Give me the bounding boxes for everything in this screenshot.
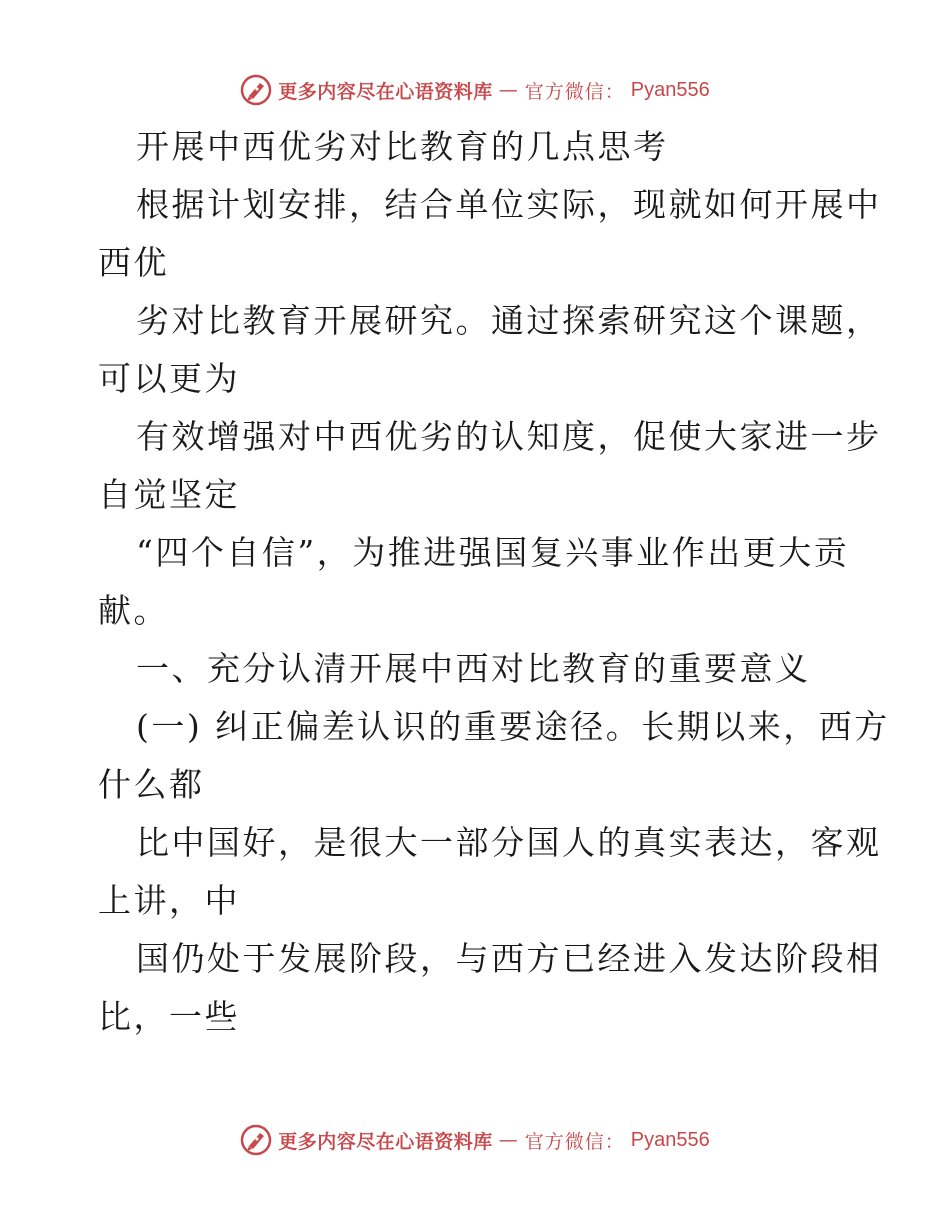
document-title: 开展中西优劣对比教育的几点思考 <box>136 127 669 166</box>
text-line: 可以更为 <box>98 359 240 398</box>
watermark-dash: — <box>498 79 519 101</box>
text-line: 上讲，中 <box>98 881 240 920</box>
watermark-wechat-id: Pyan556 <box>630 78 710 101</box>
watermark-main-text: 更多内容尽在心语资料库 <box>278 1130 493 1153</box>
subsection-heading: (一) 纠正偏差认识的重要途径。长期以来，西方 <box>136 707 890 746</box>
text-line: 西优 <box>98 243 169 282</box>
text-line: 自觉坚定 <box>98 475 240 514</box>
text-line: 比中国好，是很大一部分国人的真实表达，客观 <box>136 823 882 862</box>
text-line: 献。 <box>98 591 169 630</box>
pen-logo-icon <box>240 74 272 106</box>
watermark-official-label: 官方微信： <box>524 1130 625 1153</box>
watermark-dash: — <box>498 1129 519 1151</box>
text-line: 国仍处于发展阶段，与西方已经进入发达阶段相 <box>136 939 882 978</box>
text-line: 劣对比教育开展研究。通过探索研究这个课题， <box>136 301 882 340</box>
section-heading: 一、充分认清开展中西对比教育的重要意义 <box>136 649 811 688</box>
text-line: 根据计划安排，结合单位实际，现就如何开展中 <box>136 185 882 224</box>
watermark-main-text: 更多内容尽在心语资料库 <box>278 80 493 103</box>
pen-logo-icon <box>240 1124 272 1156</box>
text-line: “四个自信”，为推进强国复兴事业作出更大贡 <box>136 533 850 572</box>
watermark-wechat-id: Pyan556 <box>630 1128 710 1151</box>
watermark-official-label: 官方微信： <box>524 80 625 103</box>
footer-watermark <box>0 1122 950 1158</box>
text-line: 什么都 <box>98 765 205 804</box>
text-line: 有效增强对中西优劣的认知度，促使大家进一步 <box>136 417 882 456</box>
text-line: 比，一些 <box>98 997 240 1036</box>
header-watermark <box>0 72 950 108</box>
document-body <box>98 118 890 1046</box>
